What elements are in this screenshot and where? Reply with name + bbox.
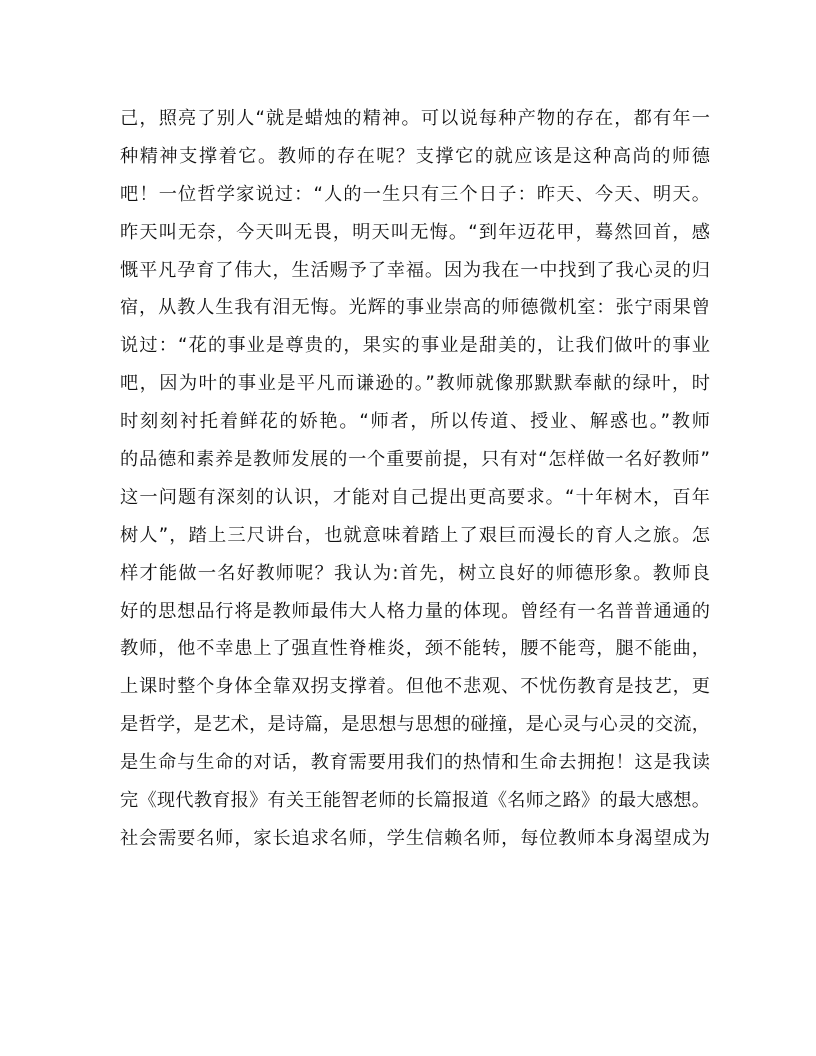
text-line-16: 上课时整个身体全靠双拐支撑着。但他不悲观、不忧伤教育是技艺，更: [120, 676, 710, 698]
text-line-9: 时刻刻衬托着鲜花的娇艳。“师者，所以传道、授业、解惑也。”教师: [120, 411, 710, 433]
text-line-15: 教师，他不幸患上了强直性脊椎炎，颈不能转，腰不能弯，腿不能曲，: [120, 638, 710, 660]
text-line-20: 社会需要名师，家长追求名师，学生信赖名师，每位教师本身渴望成为: [120, 827, 710, 849]
text-line-12: 树人”，踏上三尺讲台，也就意味着踏上了艰巨而漫长的育人之旅。怎: [120, 524, 710, 546]
text-line-10: 的品德和素养是教师发展的一个重要前提，只有对“怎样做一名好教师”: [120, 449, 710, 471]
text-line-19: 完《现代教育报》有关王能智老师的长篇报道《名师之路》的最大感想。: [120, 790, 710, 812]
text-line-2: 种精神支撑着它。教师的存在呢？支撑它的就应该是这种高尚的师德: [120, 145, 710, 167]
text-line-1: 己，照亮了别人“就是蜡烛的精神。可以说每种产物的存在，都有年一: [120, 108, 710, 129]
text-line-13: 样才能做一名好教师呢？我认为:首先，树立良好的师德形象。教师良: [120, 562, 710, 584]
text-line-7: 说过：“花的事业是尊贵的，果实的事业是甜美的，让我们做叶的事业: [120, 335, 710, 357]
text-line-8: 吧，因为叶的事业是平凡而谦逊的。”教师就像那默默奉献的绿叶，时: [120, 373, 710, 395]
body-text: [120, 100, 710, 858]
text-line-17: 是哲学，是艺术，是诗篇，是思想与思想的碰撞，是心灵与心灵的交流，: [120, 714, 710, 736]
text-line-11: 这一问题有深刻的认识，才能对自己提出更高要求。“十年树木，百年: [120, 486, 710, 508]
text-line-14: 好的思想品行将是教师最伟大人格力量的体现。曾经有一名普普通通的: [120, 600, 710, 622]
text-line-4: 昨天叫无奈，今天叫无畏，明天叫无悔。“到年迈花甲，蓦然回首，感: [120, 221, 710, 243]
text-line-5: 慨平凡孕育了伟大，生活赐予了幸福。因为我在一中找到了我心灵的归: [120, 259, 710, 281]
text-line-6: 宿，从教人生我有泪无悔。光辉的事业崇高的师德微机室：张宁雨果曾: [120, 297, 710, 319]
text-line-3: 吧！一位哲学家说过：“人的一生只有三个日子：昨天、今天、明天。: [120, 183, 710, 205]
text-line-18: 是生命与生命的对话，教育需要用我们的热情和生命去拥抱！这是我读: [120, 752, 710, 774]
